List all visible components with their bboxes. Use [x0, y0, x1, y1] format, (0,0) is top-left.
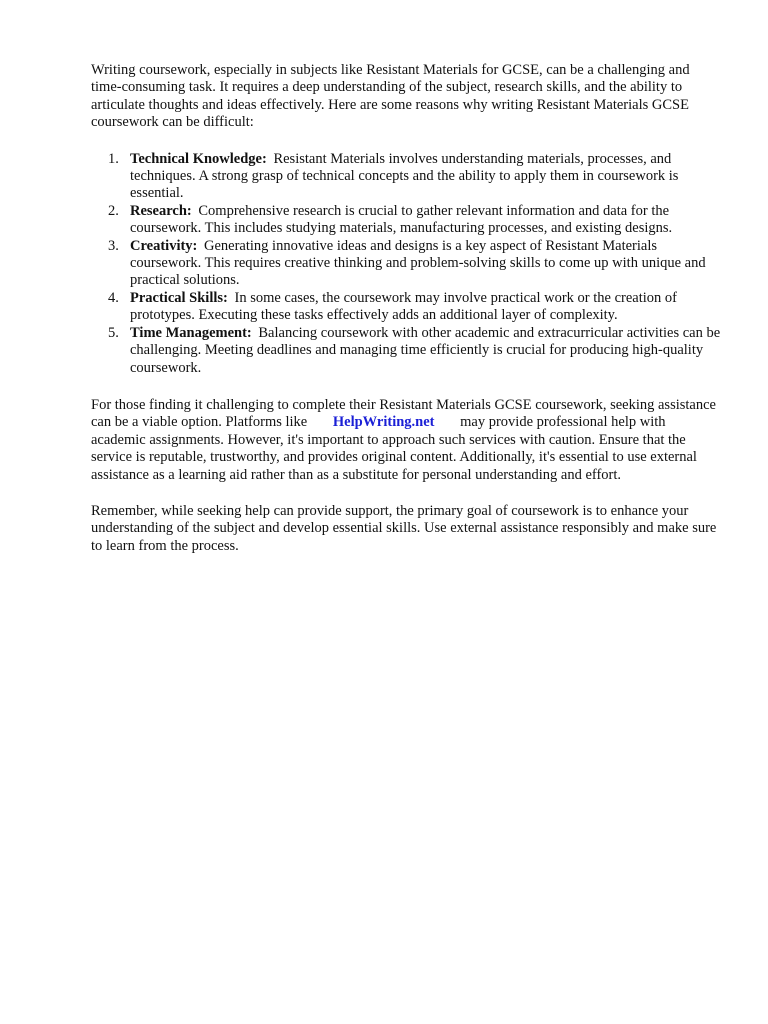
- item-number: 1.: [108, 150, 119, 167]
- item-number: 4.: [108, 289, 119, 306]
- item-text: Comprehensive research is crucial to gather relevant information and data for the coursework. This includes studying materials, manufacturing processes, and existing designs.: [130, 202, 673, 237]
- item-number: 3.: [108, 237, 119, 254]
- assistance-text-after: may provide professional help with academic assignments. However, it's important to approach such services with caution. Ensure that the service is reputable, trustworthy, and provides original content. Additionally, it's essential to use external assistance as a learning aid rather than as a substitute for personal understanding and effort.: [91, 414, 697, 483]
- item-title: Creativity:: [130, 237, 198, 254]
- helpwriting-link[interactable]: HelpWriting.net: [332, 414, 435, 431]
- document-page: [91, 62, 721, 555]
- assistance-paragraph: [91, 397, 721, 484]
- item-title: Time Management:: [130, 324, 252, 341]
- item-title: Practical Skills:: [130, 289, 228, 306]
- item-text: Balancing coursework with other academic and extracurricular activities can be challenging. Meeting deadlines and managing time efficiently is crucial for producing high-quality coursework.: [130, 324, 721, 376]
- list-item: [108, 237, 721, 290]
- closing-paragraph: Remember, while seeking help can provide support, the primary goal of coursework is to enhance your understanding of the subject and develop essential skills. Use external assistance responsibly and make sure to learn from the process.: [91, 502, 717, 554]
- assistance-text-before: For those finding it challenging to complete their Resistant Materials GCSE coursework, seeking assistance can be a viable option. Platforms like: [91, 396, 716, 431]
- list-item: [108, 202, 721, 238]
- item-text: Generating innovative ideas and designs is a key aspect of Resistant Materials coursework. This requires creative thinking and problem-solving skills to come up with unique and practical solutions.: [130, 237, 706, 289]
- item-text: Resistant Materials involves understanding materials, processes, and techniques. A strong grasp of technical concepts and the ability to apply them in coursework is essential.: [130, 150, 679, 202]
- item-number: 2.: [108, 202, 119, 219]
- item-title: Technical Knowledge:: [130, 150, 267, 167]
- intro-paragraph: Writing coursework, especially in subjects like Resistant Materials for GCSE, can be a challenging and time-consuming task. It requires a deep understanding of the subject, research skills, and the ability to articulate thoughts and ideas effectively. Here are some reasons why writing Resistant Materials GCSE coursework can be difficult:: [91, 62, 690, 131]
- list-item: [108, 324, 721, 377]
- item-title: Research:: [130, 202, 192, 219]
- item-number: 5.: [108, 324, 119, 341]
- list-item: [108, 150, 721, 203]
- item-text: In some cases, the coursework may involve practical work or the creation of prototypes. Executing these tasks effectively adds an additional layer of complexity.: [130, 289, 677, 324]
- list-item: [108, 289, 721, 325]
- reasons-list: [91, 151, 721, 377]
